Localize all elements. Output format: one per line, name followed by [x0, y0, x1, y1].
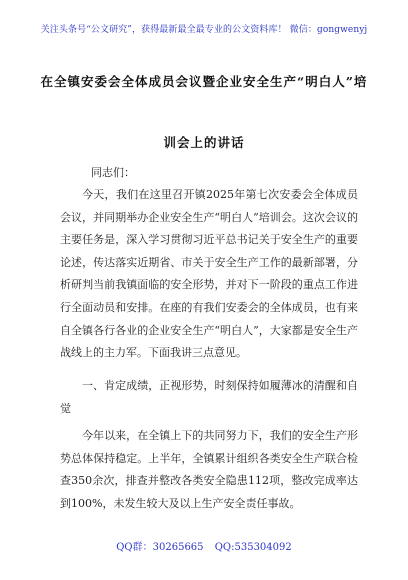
salutation: 同志们： [91, 166, 135, 179]
document-title-line-2: 训会上的讲话 [163, 135, 245, 150]
section-heading-text: 一、肯定成绩，正视形势，时刻保持如履薄冰的清醒和自觉 [60, 379, 358, 415]
qq-number-text: QQ:535304092 [214, 542, 292, 553]
paragraph-intro [60, 184, 358, 365]
document-title-line-1: 在全镇安委会全体成员会议暨企业安全生产“明白人”培 [40, 74, 368, 89]
paragraph-text: 今天，我们在这里召开镇2025年第七次安委会全体成员会议，并同期举办企业安全生产“明白人”培训会。这次会议的主要任务是，深入学习贯彻习近平总书记关于安全生产的重要论述，传达落实近期省、市关于安全生产工作的最新部署，分析研判当前我镇面临的安全形势，并对下一阶段的重点工作进行全面动员和安排。在座的有我们安委会的全体成员，也有来自全镇各行各业的企业安全生产“明白人”，大家都是安全生产战线上的主力军。下面我讲三点意见。 [60, 188, 358, 360]
paragraph-achievements [60, 425, 358, 515]
qq-group-text: QQ群：30265665 [116, 542, 204, 553]
header-banner: 关注头条号“公文研究”，获得最新最全最专业的公文资料库！ 微信：gongwenyj [40, 25, 368, 35]
footer-contact [0, 538, 408, 553]
section-heading-1 [60, 375, 358, 420]
paragraph-text: 今年以来，在全镇上下的共同努力下，我们的安全生产形势总体保持稳定。上半年，全镇累计组织各类安全生产联合检查350余次，排查并整改各类安全隐患112项，整改完成率达到100%，未发生较大及以上生产安全责任事故。 [60, 429, 358, 510]
